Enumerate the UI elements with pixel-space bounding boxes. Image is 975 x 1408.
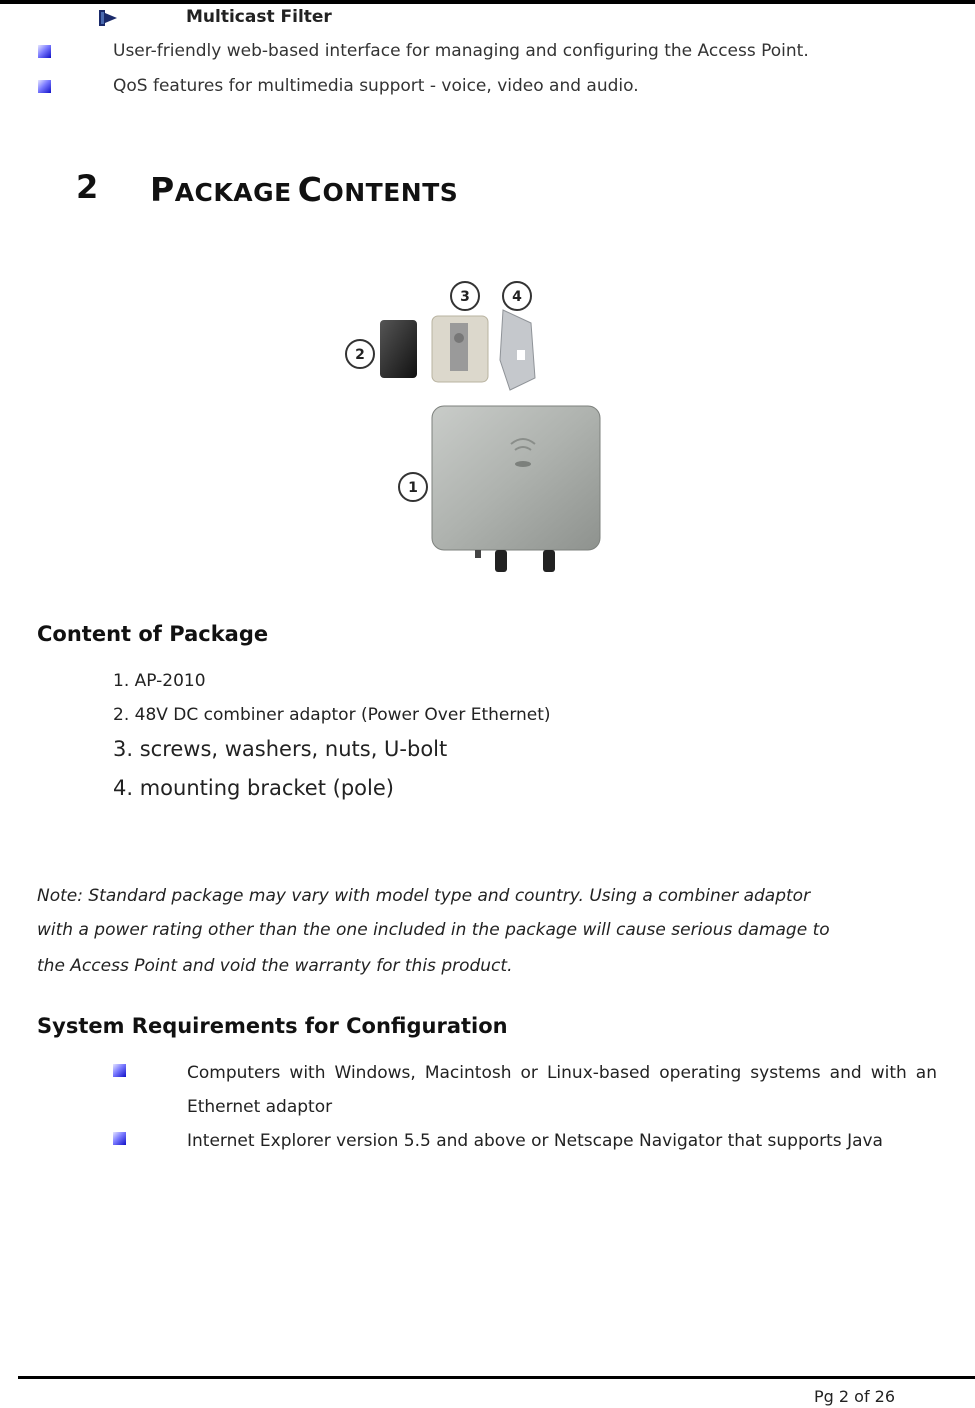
note-line: with a power rating other than the one included in the package will cause serious damage to [37, 920, 830, 940]
square-bullet-icon [38, 80, 51, 93]
top-rule [0, 0, 975, 4]
package-item: 4. mounting bracket (pole) [113, 776, 394, 800]
title-rest-ontents: ONTENTS [322, 178, 459, 207]
combiner-adaptor [380, 320, 417, 378]
callout-3-label: 3 [460, 289, 470, 305]
square-bullet-icon [38, 45, 51, 58]
package-item: 1. AP-2010 [113, 671, 206, 691]
footer-rule [18, 1376, 975, 1379]
section-title [150, 170, 458, 209]
feature-item: QoS features for multimedia support - voice, video and audio. [113, 76, 639, 96]
multicast-filter-label: Multicast Filter [186, 7, 332, 27]
feature-item: User-friendly web-based interface for managing and configuring the Access Point. [113, 41, 809, 61]
note-line: Note: Standard package may vary with model type and country. Using a combiner adaptor [37, 886, 811, 906]
callout-4-label: 4 [512, 289, 522, 305]
title-initial-c: C [297, 170, 323, 209]
callout-2-label: 2 [355, 347, 365, 363]
requirement-item: Internet Explorer version 5.5 and above or Netscape Navigator that supports Java [187, 1131, 883, 1151]
package-heading: Content of Package [37, 622, 269, 646]
square-bullet-icon [113, 1132, 126, 1145]
requirements-heading: System Requirements for Configuration [37, 1014, 508, 1038]
package-contents-photo [335, 268, 635, 580]
package-item: 3. screws, washers, nuts, U-bolt [113, 737, 448, 761]
section-number: 2 [76, 168, 99, 206]
square-bullet-icon [113, 1064, 126, 1077]
requirement-item: Computers with Windows, Macintosh or Linux-based operating systems and with an Ethernet adaptor [187, 1063, 937, 1117]
page-number: Pg 2 of 26 [814, 1387, 896, 1406]
package-item: 2. 48V DC combiner adaptor (Power Over Ethernet) [113, 705, 551, 725]
arrow-bullet-icon [99, 10, 117, 26]
title-initial-p: P [150, 170, 175, 209]
access-point [432, 406, 600, 550]
callout-1-label: 1 [408, 480, 418, 496]
note-line: the Access Point and void the warranty for this product. [37, 956, 513, 976]
title-rest-ackage: ACKAGE [174, 178, 292, 207]
